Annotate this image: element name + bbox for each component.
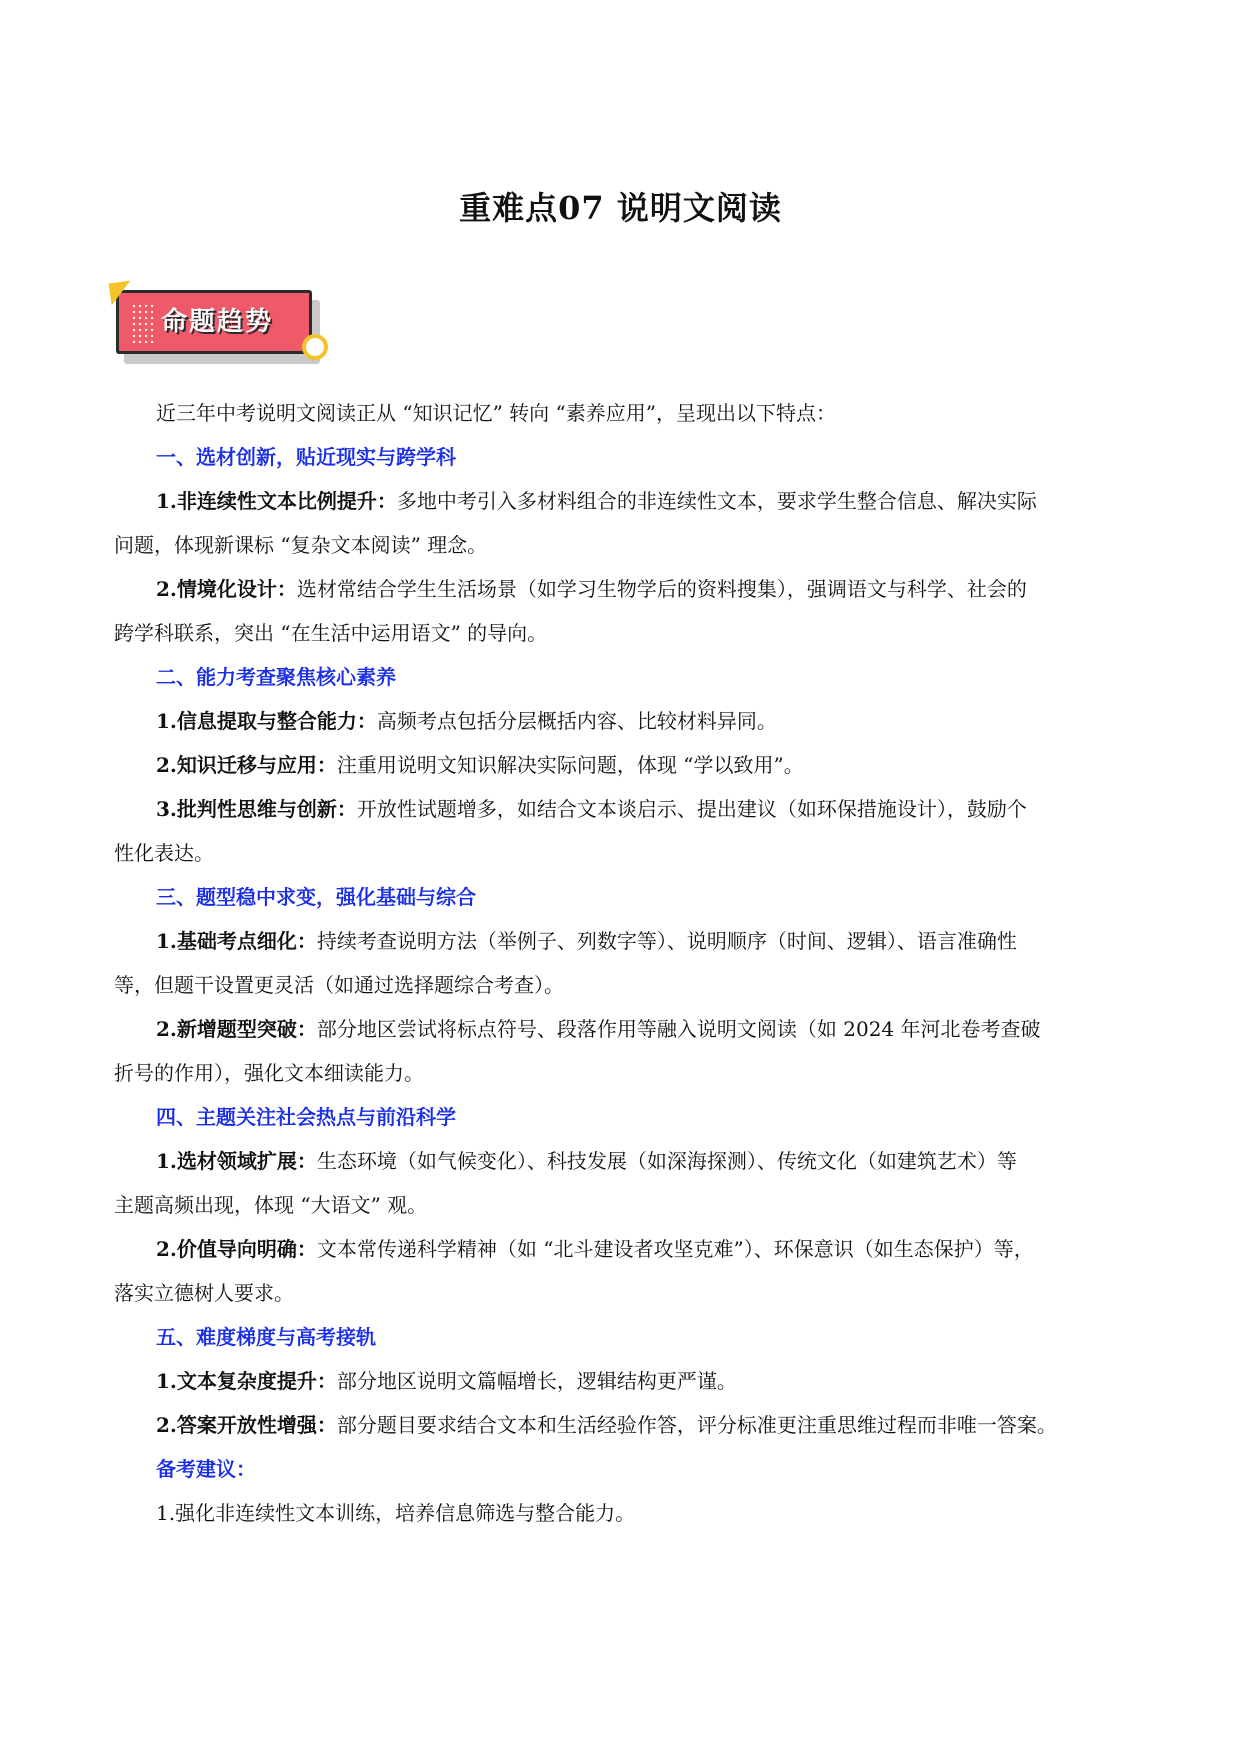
item-2-3	[114, 794, 1126, 868]
item-4-1	[114, 1146, 1126, 1220]
section-heading-2: 二、能力考查聚焦核心素养	[156, 665, 396, 689]
item-label: 1.文本复杂度提升：	[156, 1369, 337, 1393]
item-text-cont: 落实立德树人要求。	[114, 1281, 294, 1305]
advice-heading: 备考建议：	[156, 1457, 256, 1481]
item-label: 2.知识迁移与应用：	[156, 753, 337, 777]
section-heading-1: 一、选材创新，贴近现实与跨学科	[156, 445, 456, 469]
item-label: 2.价值导向明确：	[156, 1237, 317, 1261]
item-text-cont: 主题高频出现，体现 “大语文” 观。	[114, 1193, 428, 1217]
item-label: 3.批判性思维与创新：	[156, 797, 357, 821]
item-text: 高频考点包括分层概括内容、比较材料异同。	[376, 709, 777, 733]
item-3-1	[114, 926, 1126, 1000]
item-text: 部分地区尝试将标点符号、段落作用等融入说明文阅读（如 2024 年河北卷考查破	[316, 1017, 1041, 1041]
section-badge	[116, 290, 336, 372]
item-label: 2.情境化设计：	[156, 577, 297, 601]
item-text: 部分地区说明文篇幅增长，逻辑结构更严谨。	[336, 1369, 737, 1393]
advice-item-1: 1.强化非连续性文本训练，培养信息筛选与整合能力。	[156, 1501, 636, 1525]
item-text: 开放性试题增多，如结合文本谈启示、提出建议（如环保措施设计），鼓励个	[356, 797, 1027, 821]
item-label: 1.选材领域扩展：	[156, 1149, 317, 1173]
intro-paragraph: 近三年中考说明文阅读正从 “知识记忆” 转向 “素养应用”，呈现出以下特点：	[156, 401, 836, 425]
document-body	[114, 398, 1126, 1528]
item-text: 持续考查说明方法（举例子、列数字等）、说明顺序（时间、逻辑）、语言准确性	[316, 929, 1017, 953]
item-1-1	[114, 486, 1126, 560]
item-text: 多地中考引入多材料组合的非连续性文本，要求学生整合信息、解决实际	[396, 489, 1037, 513]
item-label: 2.新增题型突破：	[156, 1017, 317, 1041]
item-5-2	[114, 1410, 1126, 1440]
item-text: 注重用说明文知识解决实际问题，体现 “学以致用”。	[336, 753, 804, 777]
flag-icon	[109, 281, 134, 306]
item-text-cont: 等，但题干设置更灵活（如通过选择题综合考查）。	[114, 973, 564, 997]
section-heading-3: 三、题型稳中求变，强化基础与综合	[156, 885, 476, 909]
section-heading-4: 四、主题关注社会热点与前沿科学	[156, 1105, 456, 1129]
item-text-cont: 跨学科联系，突出 “在生活中运用语文” 的导向。	[114, 621, 548, 645]
item-text-cont: 性化表达。	[114, 841, 214, 865]
item-text: 部分题目要求结合文本和生活经验作答，评分标准更注重思维过程而非唯一答案。	[336, 1413, 1057, 1437]
page-title: 重难点07 说明文阅读	[459, 189, 782, 227]
section-heading-5: 五、难度梯度与高考接轨	[156, 1325, 376, 1349]
item-label: 1.非连续性文本比例提升：	[156, 489, 397, 513]
item-4-2	[114, 1234, 1126, 1308]
item-text: 选材常结合学生生活场景（如学习生物学后的资料搜集），强调语文与科学、社会的	[296, 577, 1027, 601]
item-text-cont: 问题，体现新课标 “复杂文本阅读” 理念。	[114, 533, 488, 557]
item-1-2	[114, 574, 1126, 648]
item-label: 2.答案开放性增强：	[156, 1413, 337, 1437]
item-text: 文本常传递科学精神（如 “北斗建设者攻坚克难”）、环保意识（如生态保护）等，	[316, 1237, 1034, 1261]
badge-box	[116, 290, 312, 354]
badge-label: 命题趋势	[160, 307, 273, 337]
item-label: 1.基础考点细化：	[156, 929, 317, 953]
item-3-2	[114, 1014, 1126, 1088]
item-label: 1.信息提取与整合能力：	[156, 709, 377, 733]
item-2-1	[114, 706, 1126, 736]
item-text-cont: 折号的作用），强化文本细读能力。	[114, 1061, 424, 1085]
item-2-2	[114, 750, 1126, 780]
item-5-1	[114, 1366, 1126, 1396]
item-text: 生态环境（如气候变化）、科技发展（如深海探测）、传统文化（如建筑艺术）等	[316, 1149, 1017, 1173]
ring-icon	[302, 334, 328, 360]
